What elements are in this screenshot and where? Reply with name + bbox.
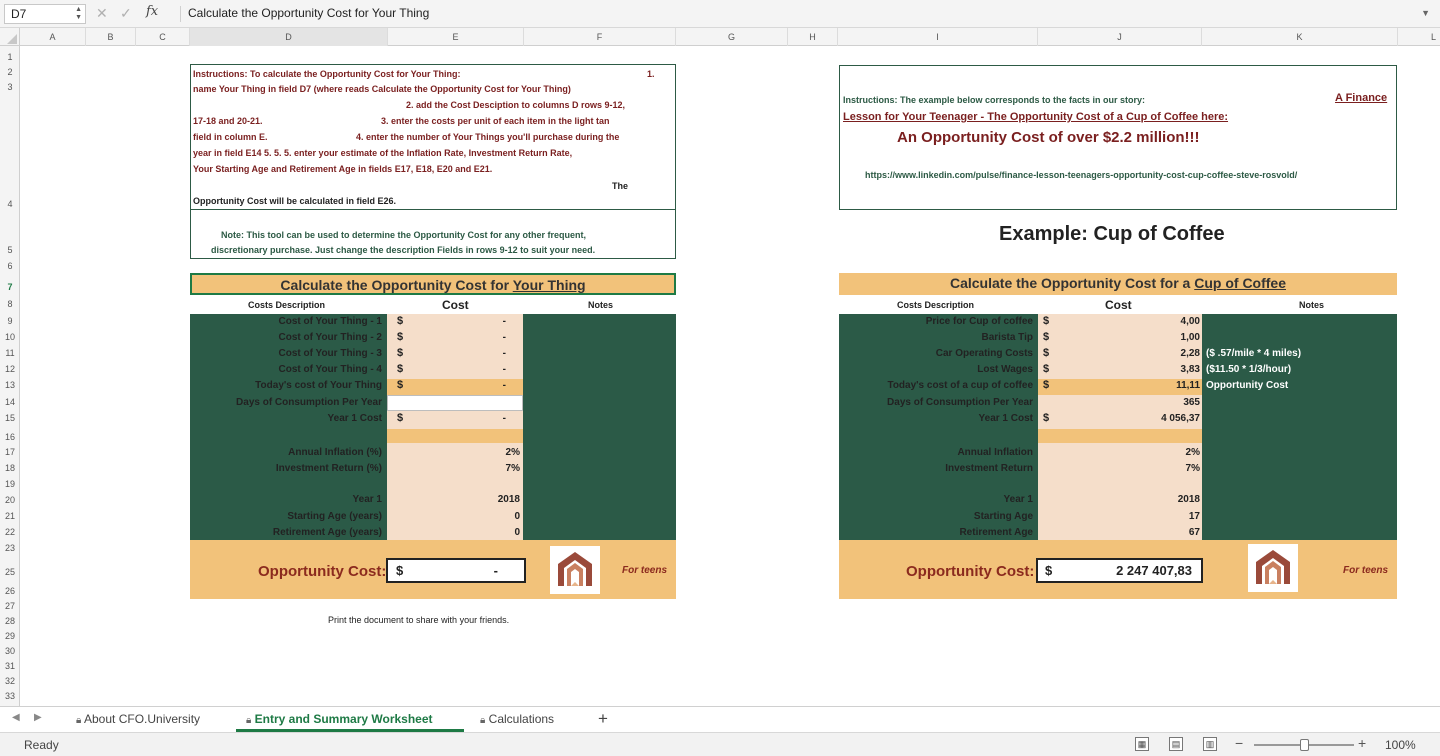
name-box-stepper-icon[interactable]: ▲ ▼: [75, 6, 82, 21]
row-header[interactable]: 13: [4, 380, 15, 390]
inflation-value[interactable]: 2%: [505, 447, 520, 458]
row-header[interactable]: 8: [7, 299, 13, 309]
column-header-j[interactable]: J: [1038, 28, 1202, 46]
total-value: -: [502, 380, 506, 391]
checkmark-icon[interactable]: ✓: [120, 5, 132, 21]
dollar-sign: $: [397, 347, 404, 359]
column-headers: [0, 28, 1440, 46]
cost-label: Cost of Your Thing - 2: [278, 332, 382, 343]
scroll-left-icon[interactable]: ◀: [12, 712, 20, 723]
instruction-line: Instructions: To calculate the Opportunity Cost for Your Thing:: [193, 69, 461, 79]
year-value[interactable]: 2018: [497, 494, 520, 505]
article-link[interactable]: A Finance: [1335, 92, 1388, 104]
page-break-view-icon[interactable]: ▥: [1203, 737, 1217, 751]
headline: An Opportunity Cost of over $2.2 million!!!: [897, 129, 1200, 146]
instruction-line: The: [612, 181, 629, 191]
row-header[interactable]: 19: [4, 479, 15, 489]
column-header-c[interactable]: C: [136, 28, 190, 46]
row-headers: [0, 46, 20, 706]
row-header[interactable]: 9: [7, 316, 13, 326]
row-header[interactable]: 12: [4, 364, 15, 374]
instruction-line: name Your Thing in field D7 (where reads Calculate the Opportunity Cost for Your Thing): [193, 84, 571, 94]
zoom-in-button[interactable]: +: [1358, 735, 1367, 751]
right-instructions-box: [839, 65, 1397, 210]
row-header[interactable]: 27: [4, 601, 15, 611]
spacer-row: [1038, 429, 1202, 443]
row-header[interactable]: 1: [7, 52, 13, 62]
instruction-line: 17-18 and 20-21.: [193, 116, 263, 126]
starting-age-value[interactable]: 0: [514, 511, 520, 522]
tab-label: About CFO.University: [84, 712, 201, 726]
column-header-a[interactable]: A: [20, 28, 86, 46]
cost-value[interactable]: -: [502, 332, 506, 343]
status-bar: [0, 732, 1440, 756]
zoom-level[interactable]: 100%: [1385, 738, 1416, 752]
insert-function-icon[interactable]: fx: [146, 4, 159, 19]
retirement-age-label: Retirement Age (years): [272, 527, 382, 538]
column-header-k[interactable]: K: [1202, 28, 1398, 46]
cost-value[interactable]: -: [502, 348, 506, 359]
dollar-sign: $: [1043, 315, 1050, 327]
return-value[interactable]: 7%: [505, 463, 520, 474]
year-label: Year 1: [1003, 494, 1033, 505]
row-header[interactable]: 22: [4, 527, 15, 537]
cancel-icon[interactable]: ✕: [96, 5, 108, 21]
row-header[interactable]: 2: [7, 67, 13, 77]
row-header[interactable]: 28: [4, 616, 15, 626]
cost-value[interactable]: -: [502, 316, 506, 327]
formula-bar-divider: [180, 6, 181, 22]
opp-value: 2 247 407,83: [1116, 563, 1192, 578]
cost-note: Opportunity Cost: [1206, 380, 1289, 391]
opp-dollar: $: [396, 563, 404, 578]
instruction-line: field in column E.: [193, 132, 268, 142]
inflation-label: Annual Inflation: [957, 447, 1033, 458]
row-header-active[interactable]: 7: [7, 282, 13, 292]
lock-icon: 🔒︎: [480, 715, 486, 726]
article-url[interactable]: https://www.linkedin.com/pulse/finance-lesson-teenagers-opportunity-cost-cup-coffee-steve-rosvold/: [865, 170, 1298, 180]
left-worksheet: [190, 273, 676, 599]
cost-value: 1,00: [1180, 332, 1200, 343]
instruction-line: 1.: [647, 69, 655, 79]
row-header[interactable]: 5: [7, 245, 13, 255]
year-value: 2018: [1177, 494, 1200, 505]
opportunity-cost-label: Opportunity Cost:: [906, 563, 1035, 580]
left-sheet-title[interactable]: [190, 273, 676, 295]
col-cost-header: Cost: [442, 298, 469, 312]
instruction-line: 3. enter the costs per unit of each item in the light tan: [381, 116, 610, 126]
row-header[interactable]: 18: [4, 463, 15, 473]
cost-label: Cost of Your Thing - 1: [278, 316, 382, 327]
select-all-corner[interactable]: [0, 28, 20, 46]
zoom-slider-thumb[interactable]: [1300, 739, 1309, 751]
name-box-value: D7: [11, 7, 27, 21]
row-header[interactable]: 6: [7, 261, 13, 271]
tab-about-cfo-university[interactable]: [72, 707, 232, 732]
note-line: Note: This tool can be used to determine the Opportunity Cost for any other frequent,: [221, 230, 587, 240]
right-sheet-header: [839, 295, 1397, 314]
page-layout-view-icon[interactable]: ▤: [1169, 737, 1183, 751]
dollar-sign: $: [397, 412, 404, 424]
col-desc-header: Costs Description: [897, 300, 975, 310]
days-label: Days of Consumption Per Year: [887, 397, 1033, 408]
cost-note: ($11.50 * 1/3/hour): [1206, 364, 1292, 375]
total-value: 11,11: [1176, 380, 1200, 391]
article-link[interactable]: Lesson for Your Teenager - The Opportunity Cost of a Cup of Coffee here:: [843, 111, 1229, 123]
row-header[interactable]: 11: [5, 348, 15, 358]
row-header[interactable]: 25: [4, 567, 15, 577]
dollar-sign: $: [397, 315, 404, 327]
row-header[interactable]: 32: [4, 676, 15, 686]
dollar-sign: $: [397, 363, 404, 375]
cfo-university-logo: [1248, 544, 1298, 592]
cost-label: Barista Tip: [981, 332, 1033, 343]
retirement-age-value: 67: [1188, 527, 1200, 538]
year1-cost-label: Year 1 Cost: [327, 413, 382, 424]
for-teens-label: For teens: [1343, 565, 1389, 576]
right-tan-value-column: [1038, 314, 1202, 540]
sheet-tab-bar: [0, 706, 1440, 732]
dollar-sign: $: [1043, 347, 1050, 359]
dollar-sign: $: [397, 379, 404, 391]
row-header[interactable]: 16: [4, 432, 15, 442]
days-label: Days of Consumption Per Year: [236, 397, 382, 408]
formula-bar-content[interactable]: Calculate the Opportunity Cost for Your Thing: [188, 6, 430, 20]
normal-view-icon[interactable]: ▦: [1135, 737, 1149, 751]
year1-cost-value: 4 056,37: [1161, 413, 1200, 424]
tab-entry-and-summary-worksheet[interactable]: [236, 707, 464, 732]
dollar-sign: $: [1043, 379, 1050, 391]
add-sheet-button[interactable]: +: [598, 709, 608, 728]
total-label: Today's cost of Your Thing: [255, 380, 382, 391]
instruction-line: Opportunity Cost will be calculated in field E26.: [193, 196, 397, 206]
dollar-sign: $: [397, 331, 404, 343]
cost-label: Lost Wages: [977, 364, 1033, 375]
title-link: Cup of Coffee: [1194, 275, 1286, 291]
left-instructions-box: [190, 64, 676, 210]
row-header[interactable]: 29: [4, 631, 15, 641]
tab-label: Entry and Summary Worksheet: [254, 712, 433, 726]
column-header-d[interactable]: D: [190, 28, 388, 46]
left-note-box: [190, 209, 676, 259]
row-header[interactable]: 17: [4, 447, 15, 457]
tab-calculations[interactable]: [474, 707, 584, 732]
for-teens-label: For teens: [622, 565, 668, 576]
cost-note: ($ .57/mile * 4 miles): [1206, 348, 1302, 359]
days-input-cell[interactable]: [387, 395, 523, 411]
instruction-line: year in field E14 5. 5. 5. enter your estimate of the Inflation Rate, Investment Return Rate,: [193, 148, 573, 158]
print-note: Print the document to share with your friends.: [328, 615, 510, 625]
left-sheet-header: [190, 295, 676, 314]
cost-value[interactable]: -: [502, 364, 506, 375]
instruction-line: Your Starting Age and Retirement Age in fields E17, E18, E20 and E21.: [193, 164, 493, 174]
scroll-right-icon[interactable]: ▶: [34, 712, 42, 723]
days-value: 365: [1183, 397, 1200, 408]
column-header-e[interactable]: E: [388, 28, 524, 46]
title-link: Your Thing: [512, 277, 586, 293]
row-header[interactable]: 3: [7, 82, 13, 92]
column-header-f[interactable]: F: [524, 28, 676, 46]
year-label: Year 1: [352, 494, 382, 505]
inflation-label: Annual Inflation (%): [288, 447, 382, 458]
instruction-line: Instructions: The example below corresponds to the facts in our story:: [843, 95, 1146, 105]
cost-label: Cost of Your Thing - 3: [278, 348, 382, 359]
starting-age-label: Starting Age (years): [287, 511, 382, 522]
year1-cost-value: -: [502, 413, 506, 424]
col-notes-header: Notes: [588, 300, 614, 310]
spacer-row: [387, 429, 523, 443]
row-header[interactable]: 31: [4, 661, 15, 671]
instruction-line: 4. enter the number of Your Things you'll purchase during the: [356, 132, 620, 142]
opportunity-cost-field: [1036, 558, 1203, 583]
cost-label: Cost of Your Thing - 4: [278, 364, 382, 375]
row-header[interactable]: 20: [4, 495, 15, 505]
cost-value: 2,28: [1180, 348, 1200, 359]
total-label: Today's cost of a cup of coffee: [887, 380, 1033, 391]
column-header-h[interactable]: H: [788, 28, 838, 46]
instruction-line: 2. add the Cost Desciption to columns D rows 9-12,: [406, 100, 626, 110]
opportunity-cost-field: [386, 558, 526, 583]
col-cost-header: Cost: [1105, 298, 1132, 312]
retirement-age-label: Retirement Age: [959, 527, 1033, 538]
column-header-l[interactable]: L: [1430, 32, 1436, 42]
title-prefix: Calculate the Opportunity Cost for a: [949, 275, 1195, 291]
return-value: 7%: [1185, 463, 1200, 474]
column-header-g[interactable]: G: [676, 28, 788, 46]
zoom-out-button[interactable]: −: [1235, 735, 1244, 751]
dollar-sign: $: [1043, 331, 1050, 343]
opportunity-cost-label: Opportunity Cost:: [258, 563, 387, 580]
cfo-university-logo: [550, 546, 600, 594]
opp-value: -: [493, 563, 498, 578]
return-label: Investment Return: [945, 463, 1033, 474]
example-title: Example: Cup of Coffee: [999, 223, 1225, 245]
retirement-age-value[interactable]: 0: [514, 527, 520, 538]
inflation-value: 2%: [1185, 447, 1200, 458]
formula-bar: [0, 0, 1440, 28]
row-header[interactable]: 21: [4, 511, 15, 521]
right-sheet-title: [839, 273, 1397, 295]
row-header[interactable]: 10: [4, 332, 15, 342]
opp-dollar: $: [1045, 563, 1053, 578]
tab-label: Calculations: [488, 712, 555, 726]
row-header[interactable]: 23: [4, 543, 15, 553]
row-header[interactable]: 26: [4, 586, 15, 596]
row-header[interactable]: 14: [4, 397, 15, 407]
lock-icon: 🔒︎: [246, 715, 252, 726]
dollar-sign: $: [1043, 363, 1050, 375]
dollar-sign: $: [1043, 412, 1050, 424]
lock-icon: 🔒︎: [76, 715, 82, 726]
chevron-down-icon[interactable]: ▼: [1421, 8, 1430, 18]
cost-label: Price for Cup of coffee: [925, 316, 1033, 327]
column-header-i[interactable]: I: [838, 28, 1038, 46]
column-header-b[interactable]: B: [86, 28, 136, 46]
right-worksheet: [839, 273, 1397, 599]
starting-age-label: Starting Age: [973, 511, 1033, 522]
starting-age-value: 17: [1188, 511, 1200, 522]
name-box[interactable]: [4, 4, 86, 24]
row-header[interactable]: 15: [4, 413, 15, 423]
row-header[interactable]: 30: [4, 646, 15, 656]
status-text: Ready: [24, 738, 59, 752]
row-header[interactable]: 4: [7, 199, 13, 209]
cost-value: 4,00: [1180, 316, 1200, 327]
title-prefix: Calculate the Opportunity Cost for: [280, 277, 513, 293]
row-header[interactable]: 33: [4, 691, 15, 701]
return-label: Investment Return (%): [275, 463, 382, 474]
cost-value: 3,83: [1180, 364, 1200, 375]
year1-cost-label: Year 1 Cost: [978, 413, 1033, 424]
note-line: discretionary purchase. Just change the description Fields in rows 9-12 to suit your need.: [211, 245, 596, 255]
cost-label: Car Operating Costs: [935, 348, 1033, 359]
col-desc-header: Costs Description: [248, 300, 326, 310]
col-notes-header: Notes: [1299, 300, 1325, 310]
